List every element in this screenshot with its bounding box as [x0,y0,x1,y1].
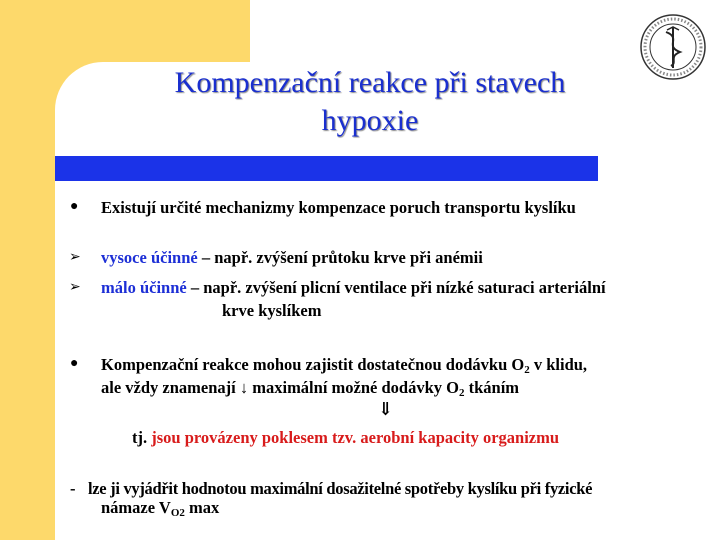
bullet-2-line-1-end: v klidu, [529,355,588,374]
arrow-item-1 [101,248,483,268]
implication-line [132,428,559,448]
title-line-1: Kompenzační reakce při stavech [174,66,566,99]
subscript: 2 [524,364,530,376]
double-down-arrow-icon: ⇓ [378,399,394,419]
bullet-dot-icon: ● [70,356,79,371]
dash-item-line-2-text: námaze V [101,498,171,517]
bullet-2-line-2-text: ale vždy znamenají [101,378,240,397]
arrow-item-2-highlight: málo účinné [101,278,187,297]
bullet-1-text: Existují určité mechanizmy kompenzace poruch transportu kyslíku [101,198,576,217]
title-line-2: hypoxie [321,104,419,137]
bullet-dot-icon: ● [70,199,79,214]
implication-prefix: tj. [132,428,152,447]
arrow-item-2 [101,278,606,298]
title-underline-bar [55,156,598,181]
implication-highlight: jsou provázeny poklesem tzv. aerobní kapacity organizmu [151,428,560,447]
bullet-2-line-2-middle: maximální možné dodávky O [248,378,459,397]
bullet-2-line-1-text: Kompenzační reakce mohou zajistit dostatečnou dodávku O [101,355,525,374]
slide-title [90,64,650,140]
bullet-2-line-2-end: tkáním [464,378,520,397]
arrow-item-2-rest: – např. zvýšení plicní ventilace při nízké saturaci arteriální [186,278,606,297]
subscript: O2 [170,507,185,519]
arrow-item-2-continuation: krve kyslíkem [222,301,322,320]
dash-marker: - [70,479,76,498]
dash-item-line-2 [101,498,219,518]
arrowhead-bullet-icon: ➢ [69,250,81,265]
dash-item-line-2-end: max [184,498,220,517]
bullet-2-line-1 [101,355,587,375]
dash-item-line-1: lze ji vyjádřit hodnotou maximální dosažitelné spotřeby kyslíku při fyzické [88,479,593,498]
down-arrow-icon: ↓ [239,378,249,397]
bullet-2-line-2 [101,378,519,398]
arrow-item-1-highlight: vysoce účinné [101,248,198,267]
arrowhead-bullet-icon: ➢ [69,280,81,295]
subscript: 2 [458,387,465,399]
arrow-item-1-rest: – např. zvýšení průtoku krve při anémii [197,248,483,267]
